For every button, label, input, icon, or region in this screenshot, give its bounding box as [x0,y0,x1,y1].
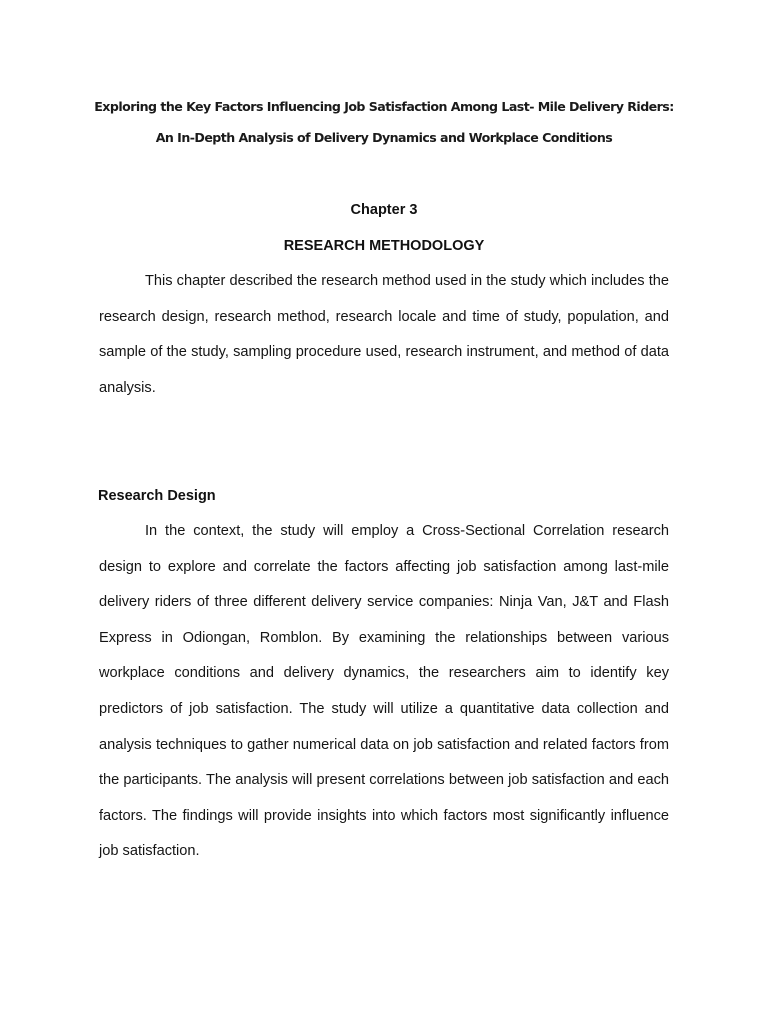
document-title-line-1: Exploring the Key Factors Influencing Job Satisfaction Among Last- Mile Delivery Riders: [94,99,674,114]
section-heading-research-design: Research Design [98,488,216,504]
chapter-title: RESEARCH METHODOLOGY [283,238,485,254]
research-design-paragraph: In the context, the study will employ a Cross-Sectional Correlation research design to explore and correlate the factors affecting job satisfaction among last-mile delivery riders of three different delivery service companies: Ninja Van, J&T and Flash Express in Odiongan, Romblon. By examining the relationships between various workplace conditions and delivery dynamics, the researchers aim to identify key predictors of job satisfaction. The study will utilize a quantitative data collection and analysis techniques to gather numerical data on job satisfaction and related factors from the participants. The analysis will present correlations between job satisfaction and each factors. The findings will provide insights into which factors most significantly influence job satisfaction. [99,523,669,860]
document-title-line-2: An In-Depth Analysis of Delivery Dynamics and Workplace Conditions [155,130,613,145]
intro-paragraph: This chapter described the research method used in the study which includes the research design, research method, research locale and time of study, population, and sample of the study, sampling procedure used, research instrument, and method of data analysis. [99,273,669,396]
chapter-label: Chapter 3 [350,202,418,218]
document-title [0,91,768,153]
